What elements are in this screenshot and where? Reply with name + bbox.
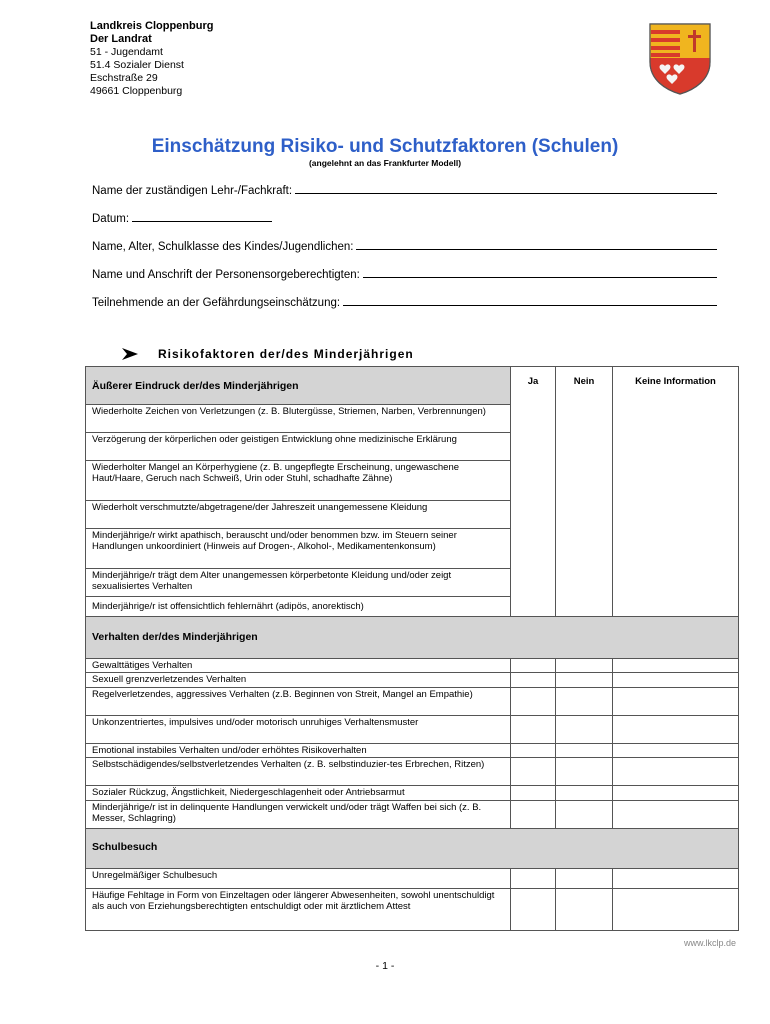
page-subtitle: (angelehnt an das Frankfurter Modell)	[308, 158, 462, 168]
date-label: Datum:	[92, 213, 130, 225]
arrow-bullet-icon	[120, 347, 140, 361]
teacher-name-field[interactable]	[92, 184, 717, 197]
participants-field[interactable]	[92, 296, 717, 309]
child-info-label: Name, Alter, Schulklasse des Kindes/Jugendlichen:	[92, 241, 354, 253]
risk-item-text: Wiederholter Mangel an Körperhygiene (z. B. ungepflegte Erscheinung, ungewaschene Haut/Haare, Geruch nach Schweiß, Urin oder Stuhl, schadhafte Zähne)	[86, 461, 511, 501]
org-name: Landkreis Cloppenburg	[90, 20, 214, 32]
table-row	[86, 888, 739, 930]
teacher-name-line[interactable]	[295, 184, 717, 194]
column-header-info: Keine Information	[613, 367, 739, 617]
page-number: - 1 -	[375, 960, 395, 972]
risk-item-text: Minderjährige/r ist in delinquente Handlungen verwickelt und/oder trägt Waffen bei sich (z. B. Messer, Schlagring)	[86, 800, 511, 828]
table-row	[86, 800, 739, 828]
risk-item-text: Unregelmäßiger Schulbesuch	[86, 868, 511, 888]
answer-cell-nein[interactable]	[556, 715, 613, 743]
table-row	[86, 786, 739, 800]
section-title: Risikofaktoren der/des Minderjährigen	[158, 347, 414, 361]
answer-cell-info[interactable]	[613, 758, 739, 786]
risk-item-text: Minderjährige/r ist offensichtlich fehlernährt (adipös, anorektisch)	[86, 597, 511, 617]
table-row	[86, 868, 739, 888]
answer-cell-nein[interactable]	[556, 786, 613, 800]
category-row	[86, 367, 739, 405]
answer-cell-info[interactable]	[613, 715, 739, 743]
risk-item-text: Gewalttätiges Verhalten	[86, 659, 511, 673]
page-title: Einschätzung Risiko- und Schutzfaktoren (Schulen)	[151, 136, 619, 157]
category-row	[86, 828, 739, 868]
table-row	[86, 743, 739, 757]
answer-cell-info[interactable]	[613, 687, 739, 715]
risk-item-text: Sozialer Rückzug, Ängstlichkeit, Niedergeschlagenheit oder Antriebsarmut	[86, 786, 511, 800]
child-info-field[interactable]	[92, 240, 717, 253]
risk-item-text: Wiederholte Zeichen von Verletzungen (z. B. Blutergüsse, Striemen, Narben, Verbrennungen)	[86, 405, 511, 433]
category-title: Schulbesuch	[86, 828, 739, 868]
website-link[interactable]: www.lkclp.de	[683, 938, 736, 948]
risk-factor-table	[85, 366, 739, 931]
sub-department: 51.4 Sozialer Dienst	[90, 59, 184, 71]
table-row	[86, 687, 739, 715]
answer-cell-ja[interactable]	[511, 659, 556, 673]
guardian-label: Name und Anschrift der Personensorgeberechtigten:	[92, 269, 360, 281]
answer-cell-nein[interactable]	[556, 800, 613, 828]
street-address: Eschstraße 29	[90, 72, 158, 84]
answer-cell-ja[interactable]	[511, 715, 556, 743]
department: 51 - Jugendamt	[90, 46, 163, 58]
category-row	[86, 617, 739, 659]
answer-cell-info[interactable]	[613, 743, 739, 757]
answer-cell-nein[interactable]	[556, 687, 613, 715]
risk-item-text: Unkonzentriertes, impulsives und/oder motorisch unruhiges Verhaltensmuster	[86, 715, 511, 743]
risk-item-text: Minderjährige/r trägt dem Alter unangemessen körperbetonte Kleidung und/oder zeigt sexualisiertes Verhalten	[86, 569, 511, 597]
participants-line[interactable]	[343, 296, 717, 306]
answer-cell-info[interactable]	[613, 868, 739, 888]
risk-item-text: Häufige Fehltage in Form von Einzeltagen oder längerer Abwesenheiten, sowohl unentschuldigt als auch von Erziehungsberechtigten entschuldigt oder mit ärztlichem Attest	[86, 888, 511, 930]
answer-cell-info[interactable]	[613, 673, 739, 687]
answer-cell-ja[interactable]	[511, 888, 556, 930]
risk-item-text: Sexuell grenzverletzendes Verhalten	[86, 673, 511, 687]
section-heading	[120, 347, 414, 361]
table-row	[86, 673, 739, 687]
answer-cell-ja[interactable]	[511, 800, 556, 828]
answer-cell-nein[interactable]	[556, 659, 613, 673]
coat-of-arms-icon	[648, 22, 712, 96]
answer-cell-nein[interactable]	[556, 888, 613, 930]
answer-cell-ja[interactable]	[511, 758, 556, 786]
category-title: Äußerer Eindruck der/des Minderjährigen	[86, 367, 511, 405]
answer-cell-ja[interactable]	[511, 868, 556, 888]
answer-cell-nein[interactable]	[556, 743, 613, 757]
table-row	[86, 758, 739, 786]
guardian-line[interactable]	[363, 268, 717, 278]
table-row	[86, 715, 739, 743]
risk-item-text: Wiederholt verschmutzte/abgetragene/der Jahreszeit unangemessene Kleidung	[86, 501, 511, 529]
answer-cell-nein[interactable]	[556, 673, 613, 687]
org-title: Der Landrat	[90, 33, 152, 45]
city-address: 49661 Cloppenburg	[90, 85, 183, 97]
answer-cell-info[interactable]	[613, 888, 739, 930]
table-row	[86, 659, 739, 673]
answer-cell-info[interactable]	[613, 800, 739, 828]
date-field[interactable]	[92, 212, 272, 225]
answer-cell-info[interactable]	[613, 659, 739, 673]
answer-cell-nein[interactable]	[556, 868, 613, 888]
date-line[interactable]	[132, 212, 272, 222]
answer-cell-ja[interactable]	[511, 673, 556, 687]
answer-cell-ja[interactable]	[511, 743, 556, 757]
answer-cell-ja[interactable]	[511, 687, 556, 715]
answer-cell-nein[interactable]	[556, 758, 613, 786]
risk-item-text: Emotional instabiles Verhalten und/oder erhöhtes Risikoverhalten	[86, 743, 511, 757]
risk-item-text: Selbstschädigendes/selbstverletzendes Verhalten (z. B. selbstinduzier-tes Erbrechen, Ritzen)	[86, 758, 511, 786]
answer-cell-ja[interactable]	[511, 786, 556, 800]
risk-item-text: Minderjährige/r wirkt apathisch, berauscht und/oder benommen bzw. im Steuern seiner Handlungen unkoordiniert (Hinweis auf Drogen-, Alkohol-, Medikamentenkonsum)	[86, 529, 511, 569]
column-header-ja: Ja	[511, 367, 556, 617]
child-info-line[interactable]	[356, 240, 717, 250]
category-title: Verhalten der/des Minderjährigen	[86, 617, 739, 659]
risk-item-text: Regelverletzendes, aggressives Verhalten (z.B. Beginnen von Streit, Mangel an Empathie)	[86, 687, 511, 715]
risk-item-text: Verzögerung der körperlichen oder geistigen Entwicklung ohne medizinische Erklärung	[86, 433, 511, 461]
letterhead	[90, 20, 213, 98]
participants-label: Teilnehmende an der Gefährdungseinschätzung:	[92, 297, 341, 309]
column-header-nein: Nein	[556, 367, 613, 617]
answer-cell-info[interactable]	[613, 786, 739, 800]
guardian-field[interactable]	[92, 268, 717, 281]
teacher-name-label: Name der zuständigen Lehr-/Fachkraft:	[92, 185, 293, 197]
